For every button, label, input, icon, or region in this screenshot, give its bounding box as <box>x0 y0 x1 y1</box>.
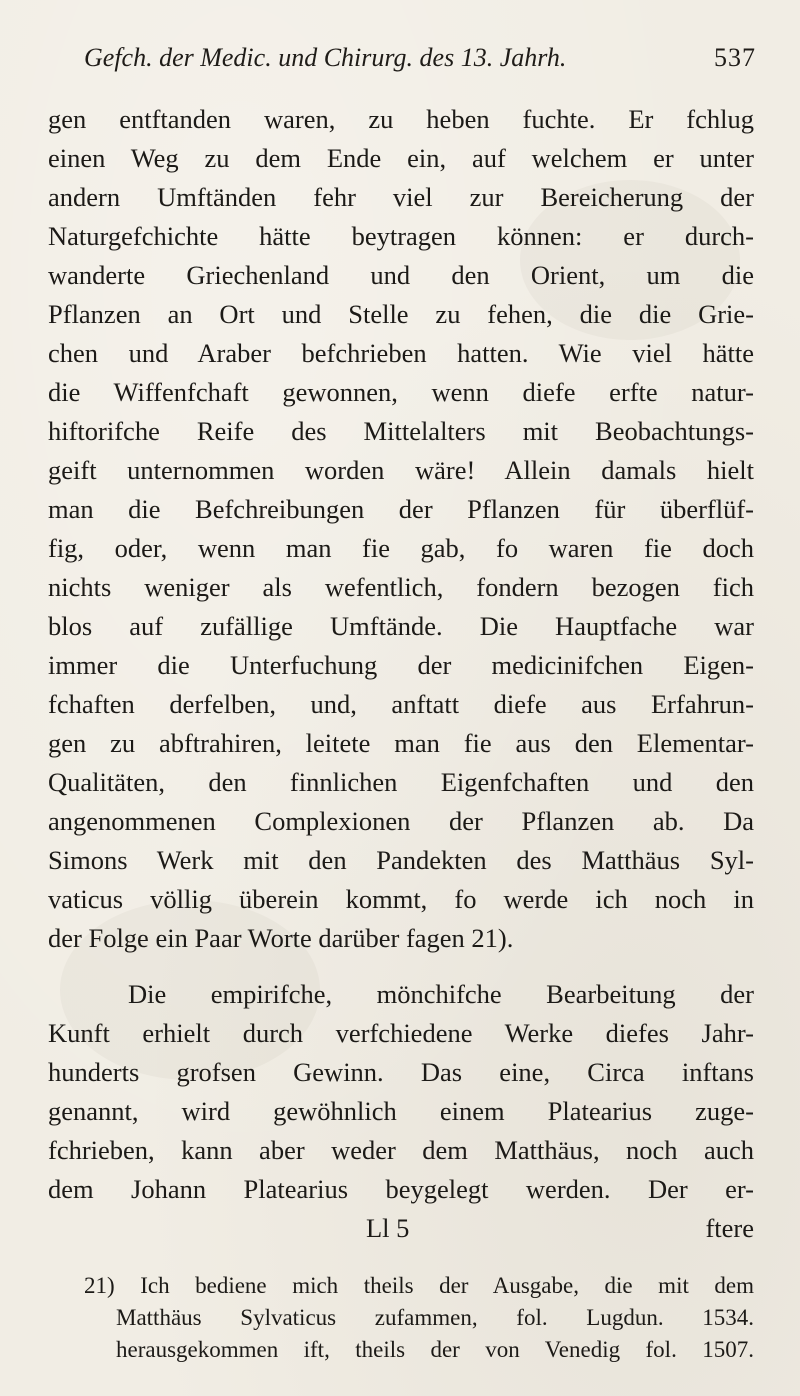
text-line: nichts weniger als wefentlich, fondern bezogen fich <box>48 572 754 602</box>
text-line: gen zu abftrahiren, leitete man fie aus den Elementar- <box>48 728 754 758</box>
text-line: fig, oder, wenn man fie gab, fo waren fie doch <box>48 533 754 563</box>
text-line: einen Weg zu dem Ende ein, auf welchem er unter <box>48 143 754 173</box>
text-line: Simons Werk mit den Pandekten des Matthäus Syl- <box>48 845 754 875</box>
text-line: die Wiffenfchaft gewonnen, wenn diefe erfte natur- <box>48 377 754 407</box>
signature-mark: Ll 5 <box>366 1213 410 1243</box>
text-line: dem Johann Platearius beygelegt werden. Der er- <box>48 1174 754 1204</box>
page-number: 537 <box>714 43 756 72</box>
text-line: angenommenen Complexionen der Pflanzen ab. Da <box>48 806 754 836</box>
text-line: Qualitäten, den finnlichen Eigenfchaften und den <box>48 767 754 797</box>
signature-line <box>48 1209 754 1248</box>
footnote-line: Matthäus Sylvaticus zufammen, fol. Lugdun. 1534. <box>116 1305 754 1330</box>
text-line: gen entftanden waren, zu heben fuchte. Er fchlug <box>48 104 754 134</box>
text-line: hiftorifche Reife des Mittelalters mit Beobachtungs- <box>48 416 754 446</box>
running-title: Gefch. der Medic. und Chirurg. des 13. Jahrh. <box>84 43 567 72</box>
text-line: immer die Unterfuchung der medicinifchen Eigen- <box>48 650 754 680</box>
text-line: vaticus völlig überein kommt, fo werde ich noch in <box>48 884 754 914</box>
text-line: Kunft erhielt durch verfchiedene Werke diefes Jahr- <box>48 1018 754 1048</box>
text-line: fchrieben, kann aber weder dem Matthäus, noch auch <box>48 1135 754 1165</box>
running-header <box>84 38 756 78</box>
paragraph-1 <box>48 100 754 958</box>
paragraph-gap <box>48 958 754 975</box>
paragraph-2 <box>48 975 754 1248</box>
text-line: hunderts grofsen Gewinn. Das eine, Circa inftans <box>48 1057 754 1087</box>
footnote-line: herausgekommen ift, theils der von Venedig fol. 1507. <box>116 1337 754 1362</box>
text-line: geift unternommen worden wäre! Allein damals hielt <box>48 455 754 485</box>
catchword: ftere <box>705 1213 754 1243</box>
main-text <box>48 100 754 1248</box>
text-line: man die Befchreibungen der Pflanzen für überflüf- <box>48 494 754 524</box>
text-line: blos auf zufällige Umftände. Die Hauptfache war <box>48 611 754 641</box>
text-line: chen und Araber befchrieben hatten. Wie viel hätte <box>48 338 754 368</box>
footnote <box>84 1270 754 1366</box>
text-line: andern Umftänden fehr viel zur Bereicherung der <box>48 182 754 212</box>
footnote-line: 21) Ich bediene mich theils der Ausgabe, die mit dem <box>84 1273 754 1298</box>
text-line: Die empirifche, mönchifche Bearbeitung der <box>128 979 754 1009</box>
text-line: Pflanzen an Ort und Stelle zu fehen, die die Grie- <box>48 299 754 329</box>
text-line: wanderte Griechenland und den Orient, um die <box>48 260 754 290</box>
text-line: Naturgefchichte hätte beytragen können: er durch- <box>48 221 754 251</box>
text-line: genannt, wird gewöhnlich einem Platearius zuge- <box>48 1096 754 1126</box>
text-line: der Folge ein Paar Worte darüber fagen 21). <box>48 923 514 953</box>
text-line: fchaften derfelben, und, anftatt diefe aus Erfahrun- <box>48 689 754 719</box>
